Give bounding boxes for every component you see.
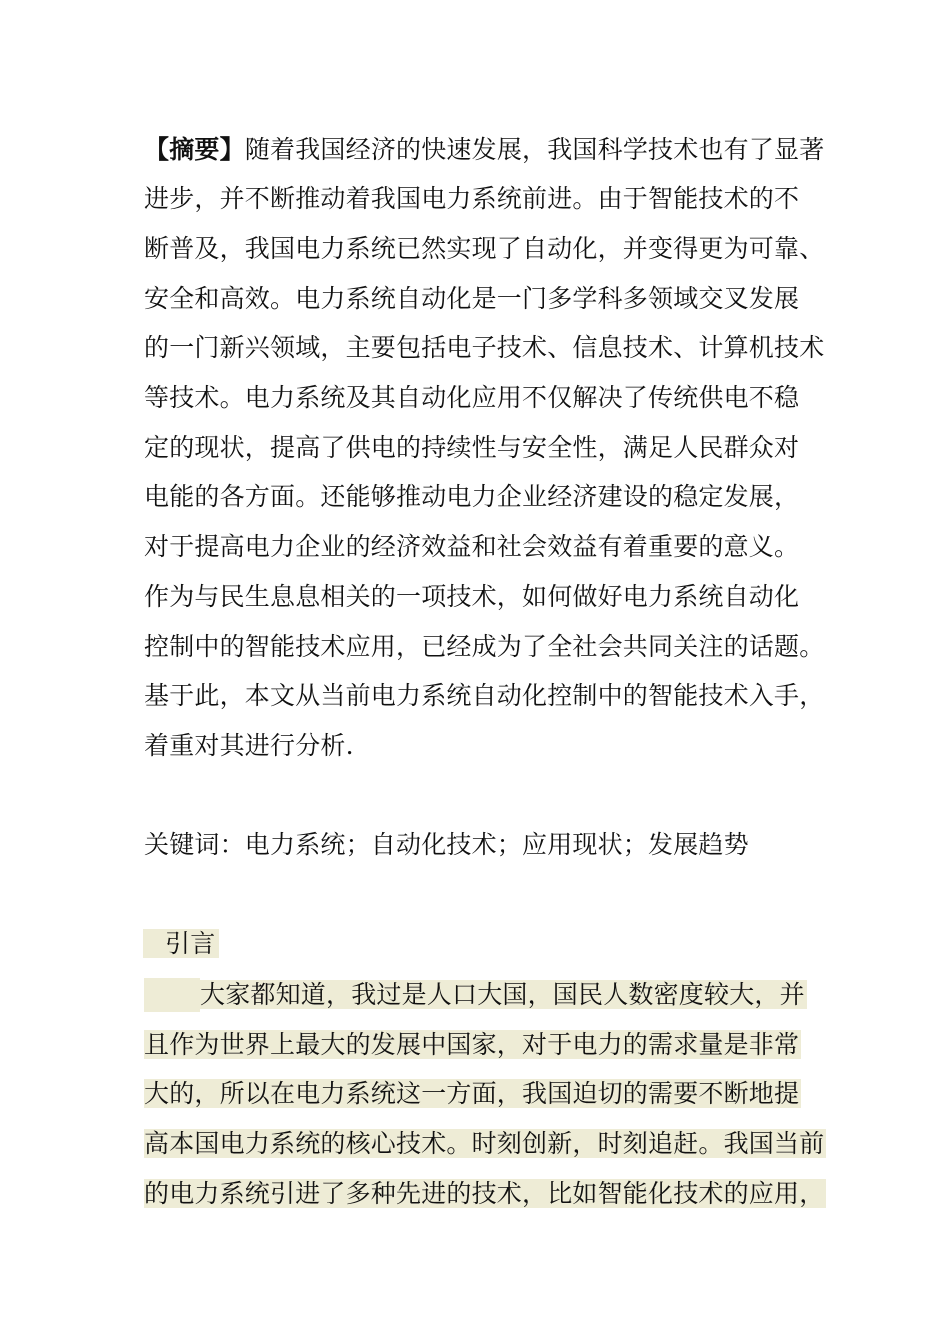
abstract-line-5: 的一门新兴领域，主要包括电子技术、信息技术、计算机技术: [144, 333, 825, 362]
abstract-line-9: 对于提高电力企业的经济效益和社会效益有着重要的意义。: [144, 532, 800, 561]
intro-text: 大的，所以在电力系统这一方面，我国迫切的需要不断地提: [144, 1079, 800, 1108]
abstract-line-1: [144, 133, 824, 167]
abstract-label: 【摘要】: [144, 135, 245, 164]
abstract-line-6: 等技术。电力系统及其自动化应用不仅解决了传统供电不稳: [144, 383, 800, 412]
intro-line-2: [144, 1028, 801, 1062]
abstract-line-4: 安全和高效。电力系统自动化是一门多学科多领域交叉发展: [144, 284, 800, 313]
intro-line-4: [144, 1127, 826, 1161]
intro-text: 大家都知道，我过是人口大国，国民人数密度较大，并: [200, 980, 805, 1009]
intro-text: 高本国电力系统的核心技术。时刻创新，时刻追赶。我国当前: [144, 1129, 825, 1158]
intro-text: 且作为世界上最大的发展中国家，对于电力的需求量是非常: [144, 1030, 800, 1059]
abstract-text: 随着我国经济的快速发展，我国科学技术也有了显著: [244, 135, 825, 164]
abstract-line-3: 断普及，我国电力系统已然实现了自动化，并变得更为可靠、: [144, 234, 825, 263]
intro-line-5: [144, 1177, 826, 1211]
keywords-line: 关键词：电力系统；自动化技术；应用现状；发展趋势: [144, 830, 749, 859]
indent-highlight: [144, 978, 200, 1012]
intro-line-1: [144, 978, 807, 1012]
abstract-line-11: 控制中的智能技术应用，已经成为了全社会共同关注的话题。: [144, 632, 825, 661]
introduction-heading-text: 引言: [143, 929, 219, 958]
intro-line-3: [144, 1077, 801, 1111]
abstract-line-12: 基于此，本文从当前电力系统自动化控制中的智能技术入手，: [144, 681, 825, 710]
abstract-line-2: 进步，并不断推动着我国电力系统前进。由于智能技术的不: [144, 184, 800, 213]
abstract-line-7: 定的现状，提高了供电的持续性与安全性，满足人民群众对: [144, 433, 800, 462]
abstract-line-8: 电能的各方面。还能够推动电力企业经济建设的稳定发展，: [144, 482, 800, 511]
abstract-line-13: 着重对其进行分析.: [144, 731, 354, 760]
introduction-heading: [144, 927, 219, 961]
abstract-line-10: 作为与民生息息相关的一项技术，如何做好电力系统自动化: [144, 582, 800, 611]
intro-text: 的电力系统引进了多种先进的技术，比如智能化技术的应用，: [144, 1179, 825, 1208]
